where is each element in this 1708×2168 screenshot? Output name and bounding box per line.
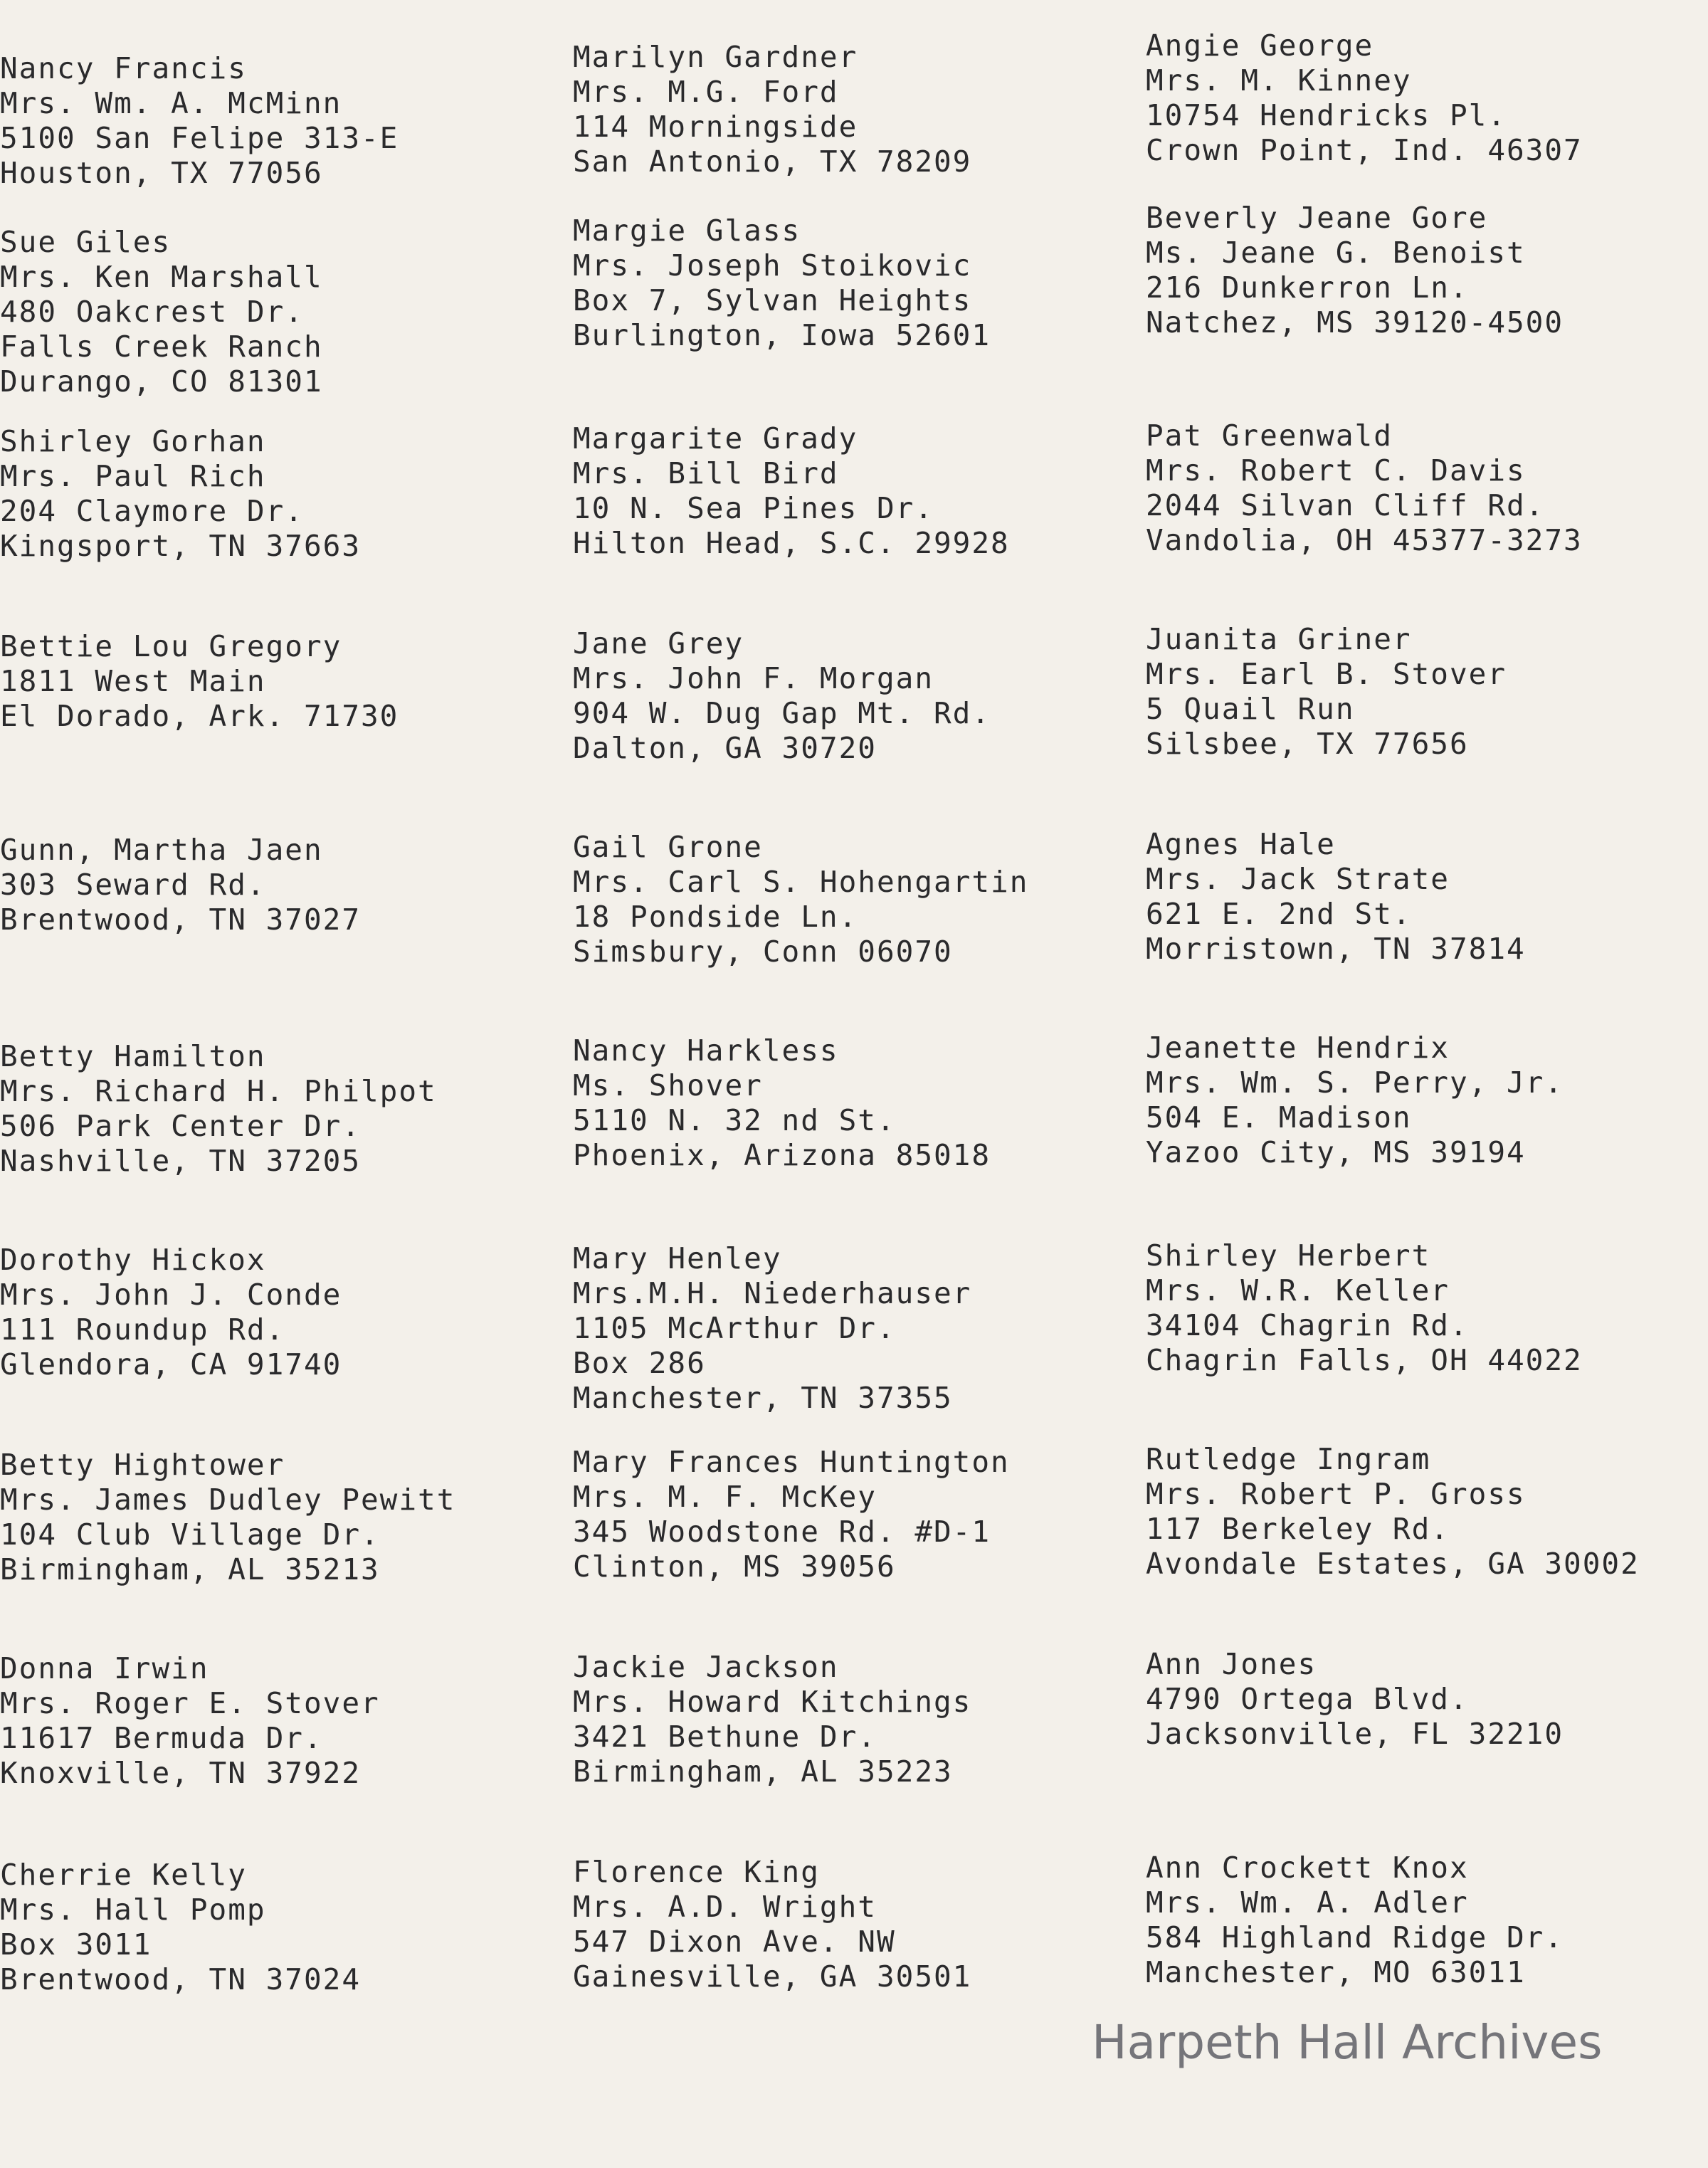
- entry-line: Simsbury, Conn 06070: [573, 935, 953, 969]
- address-entry: [0, 1858, 541, 1997]
- entry-line: Mrs. Howard Kitchings: [573, 1685, 972, 1719]
- entry-line: Shirley Gorhan: [0, 424, 266, 458]
- entry-line: Houston, TX 77056: [0, 156, 323, 190]
- entry-line: Mrs. John F. Morgan: [573, 661, 934, 695]
- entry-line: Nancy Francis: [0, 51, 247, 85]
- entry-line: Sue Giles: [0, 225, 172, 259]
- entry-line: Beverly Jeane Gore: [1146, 201, 1488, 235]
- entry-line: Brentwood, TN 37024: [0, 1962, 361, 1996]
- address-entry: [0, 1039, 541, 1179]
- entry-line: Rutledge Ingram: [1146, 1442, 1431, 1476]
- entry-line: Chagrin Falls, OH 44022: [1146, 1343, 1583, 1377]
- entry-line: 345 Woodstone Rd. #D-1: [573, 1515, 991, 1549]
- entry-line: Manchester, MO 63011: [1146, 1955, 1526, 1989]
- entry-line: 904 W. Dug Gap Mt. Rd.: [573, 696, 991, 730]
- entry-line: 1811 West Main: [0, 664, 266, 698]
- entry-line: Mrs. James Dudley Pewitt: [0, 1483, 456, 1517]
- entry-line: Mary Henley: [573, 1241, 782, 1275]
- entry-line: 111 Roundup Rd.: [0, 1312, 285, 1347]
- entry-line: 4790 Ortega Blvd.: [1146, 1682, 1469, 1716]
- entry-line: 117 Berkeley Rd.: [1146, 1512, 1450, 1546]
- entry-line: 584 Highland Ridge Dr.: [1146, 1920, 1564, 1954]
- entry-line: Florence King: [573, 1855, 820, 1889]
- entry-line: 10754 Hendricks Pl.: [1146, 98, 1507, 132]
- address-entry: [573, 1650, 1114, 1789]
- entry-line: Dorothy Hickox: [0, 1243, 266, 1277]
- entry-line: Mrs. W.R. Keller: [1146, 1273, 1450, 1307]
- address-entry: [573, 40, 1114, 179]
- entry-line: Mrs. Hall Pomp: [0, 1893, 266, 1927]
- entry-line: Ms. Shover: [573, 1068, 763, 1103]
- address-entry: [0, 225, 541, 399]
- address-entry: [573, 626, 1114, 766]
- address-entry: [573, 1445, 1114, 1584]
- address-entry: [1146, 419, 1687, 558]
- entry-line: Birmingham, AL 35223: [573, 1754, 953, 1789]
- entry-line: Crown Point, Ind. 46307: [1146, 133, 1583, 167]
- entry-line: Box 7, Sylvan Heights: [573, 283, 972, 317]
- entry-line: 10 N. Sea Pines Dr.: [573, 491, 934, 525]
- address-entry: [1146, 201, 1687, 340]
- entry-line: Jane Grey: [573, 626, 744, 661]
- entry-line: 34104 Chagrin Rd.: [1146, 1308, 1469, 1342]
- entry-line: 2044 Silvan Cliff Rd.: [1146, 488, 1545, 522]
- entry-line: Mrs. M. Kinney: [1146, 63, 1412, 98]
- entry-line: Ms. Jeane G. Benoist: [1146, 236, 1526, 270]
- entry-line: Mrs. Richard H. Philpot: [0, 1074, 437, 1108]
- entry-line: Mrs. Bill Bird: [573, 456, 839, 490]
- address-entry: [1146, 1031, 1687, 1170]
- address-entry: [573, 421, 1114, 561]
- entry-line: 5100 San Felipe 313-E: [0, 121, 399, 155]
- address-entry: [0, 1651, 541, 1791]
- entry-line: Jackie Jackson: [573, 1650, 839, 1684]
- entry-line: Birmingham, AL 35213: [0, 1552, 380, 1586]
- address-entry: [1146, 1647, 1687, 1752]
- entry-line: Mrs. Earl B. Stover: [1146, 657, 1507, 691]
- entry-line: Morristown, TN 37814: [1146, 932, 1526, 966]
- entry-line: Vandolia, OH 45377-3273: [1146, 523, 1583, 557]
- entry-line: Mrs. Joseph Stoikovic: [573, 248, 972, 283]
- address-entry: [573, 1241, 1114, 1416]
- entry-line: Falls Creek Ranch: [0, 330, 323, 364]
- entry-line: Phoenix, Arizona 85018: [573, 1138, 991, 1172]
- entry-line: 480 Oakcrest Dr.: [0, 295, 304, 329]
- entry-line: 204 Claymore Dr.: [0, 494, 304, 528]
- address-entry: [573, 830, 1114, 969]
- entry-line: Dalton, GA 30720: [573, 731, 877, 765]
- entry-line: Mrs. Wm. A. McMinn: [0, 86, 342, 120]
- entry-line: Nashville, TN 37205: [0, 1144, 361, 1178]
- entry-line: 5 Quail Run: [1146, 692, 1355, 726]
- entry-line: Box 3011: [0, 1927, 152, 1962]
- entry-line: Mrs. John J. Conde: [0, 1278, 342, 1312]
- address-entry: [0, 424, 541, 564]
- entry-line: 1105 McArthur Dr.: [573, 1311, 896, 1345]
- entry-line: Mrs. Wm. A. Adler: [1146, 1885, 1469, 1920]
- entry-line: Mrs. Roger E. Stover: [0, 1686, 380, 1720]
- address-entry: [573, 1855, 1114, 1994]
- entry-line: San Antonio, TX 78209: [573, 144, 972, 179]
- address-entry: [1146, 28, 1687, 168]
- entry-line: Jeanette Hendrix: [1146, 1031, 1450, 1065]
- entry-line: Mrs. Robert P. Gross: [1146, 1477, 1526, 1511]
- address-entry: [1146, 1442, 1687, 1582]
- entry-line: Marilyn Gardner: [573, 40, 858, 74]
- entry-line: Gail Grone: [573, 830, 763, 864]
- entry-line: Bettie Lou Gregory: [0, 629, 342, 663]
- address-entry: [1146, 827, 1687, 967]
- entry-line: 504 E. Madison: [1146, 1100, 1412, 1135]
- entry-line: Mrs.M.H. Niederhauser: [573, 1276, 972, 1310]
- address-entry: [1146, 1238, 1687, 1378]
- archive-watermark: Harpeth Hall Archives: [1092, 2015, 1603, 2070]
- entry-line: Margarite Grady: [573, 421, 858, 456]
- entry-line: 216 Dunkerron Ln.: [1146, 270, 1469, 305]
- entry-line: 303 Seward Rd.: [0, 868, 266, 902]
- entry-line: Agnes Hale: [1146, 827, 1336, 861]
- entry-line: Mrs. Ken Marshall: [0, 260, 323, 294]
- entry-line: Gunn, Martha Jaen: [0, 833, 323, 867]
- entry-line: Mrs. M. F. McKey: [573, 1480, 877, 1514]
- entry-line: Betty Hightower: [0, 1448, 285, 1482]
- address-entry: [0, 1243, 541, 1382]
- entry-line: Knoxville, TN 37922: [0, 1756, 361, 1790]
- address-entry: [573, 214, 1114, 353]
- entry-line: 104 Club Village Dr.: [0, 1517, 380, 1552]
- entry-line: Juanita Griner: [1146, 622, 1412, 656]
- entry-line: Avondale Estates, GA 30002: [1146, 1547, 1640, 1581]
- entry-line: Angie George: [1146, 28, 1374, 63]
- entry-line: Silsbee, TX 77656: [1146, 727, 1469, 761]
- entry-line: Hilton Head, S.C. 29928: [573, 526, 1010, 560]
- entry-line: 3421 Bethune Dr.: [573, 1720, 877, 1754]
- entry-line: Mrs. Jack Strate: [1146, 862, 1450, 896]
- address-entry: [0, 833, 541, 937]
- entry-line: Burlington, Iowa 52601: [573, 318, 991, 352]
- address-entry: [0, 51, 541, 191]
- entry-line: Box 286: [573, 1346, 706, 1380]
- entry-line: 18 Pondside Ln.: [573, 900, 858, 934]
- entry-line: Margie Glass: [573, 214, 801, 248]
- entry-line: Natchez, MS 39120-4500: [1146, 305, 1564, 340]
- entry-line: Shirley Herbert: [1146, 1238, 1431, 1273]
- entry-line: Cherrie Kelly: [0, 1858, 247, 1892]
- entry-line: Brentwood, TN 37027: [0, 903, 361, 937]
- entry-line: Mrs. Paul Rich: [0, 459, 266, 493]
- address-entry: [0, 1448, 541, 1587]
- entry-line: Mrs. Wm. S. Perry, Jr.: [1146, 1065, 1564, 1100]
- entry-line: Ann Crockett Knox: [1146, 1851, 1469, 1885]
- entry-line: Pat Greenwald: [1146, 419, 1393, 453]
- entry-line: Gainesville, GA 30501: [573, 1959, 972, 1994]
- entry-line: 114 Morningside: [573, 110, 858, 144]
- entry-line: Nancy Harkless: [573, 1033, 839, 1068]
- entry-line: El Dorado, Ark. 71730: [0, 699, 399, 733]
- entry-line: Jacksonville, FL 32210: [1146, 1717, 1564, 1751]
- entry-line: Kingsport, TN 37663: [0, 529, 361, 563]
- entry-line: Mary Frances Huntington: [573, 1445, 1010, 1479]
- entry-line: Donna Irwin: [0, 1651, 209, 1685]
- entry-line: 5110 N. 32 nd St.: [573, 1103, 896, 1137]
- entry-line: Ann Jones: [1146, 1647, 1317, 1681]
- entry-line: Mrs. A.D. Wright: [573, 1890, 877, 1924]
- entry-line: Yazoo City, MS 39194: [1146, 1135, 1526, 1169]
- address-entry: [0, 629, 541, 734]
- entry-line: Glendora, CA 91740: [0, 1347, 342, 1382]
- entry-line: Mrs. Carl S. Hohengartin: [573, 865, 1029, 899]
- address-entry: [1146, 1851, 1687, 1990]
- entry-line: 11617 Bermuda Dr.: [0, 1721, 323, 1755]
- address-entry: [573, 1033, 1114, 1173]
- entry-line: Clinton, MS 39056: [573, 1549, 896, 1584]
- entry-line: 506 Park Center Dr.: [0, 1109, 361, 1143]
- entry-line: 547 Dixon Ave. NW: [573, 1925, 896, 1959]
- address-entry: [1146, 622, 1687, 762]
- entry-line: Manchester, TN 37355: [573, 1381, 953, 1415]
- entry-line: Betty Hamilton: [0, 1039, 266, 1073]
- entry-line: Mrs. Robert C. Davis: [1146, 453, 1526, 488]
- entry-line: 621 E. 2nd St.: [1146, 897, 1412, 931]
- entry-line: Mrs. M.G. Ford: [573, 75, 839, 109]
- entry-line: Durango, CO 81301: [0, 364, 323, 399]
